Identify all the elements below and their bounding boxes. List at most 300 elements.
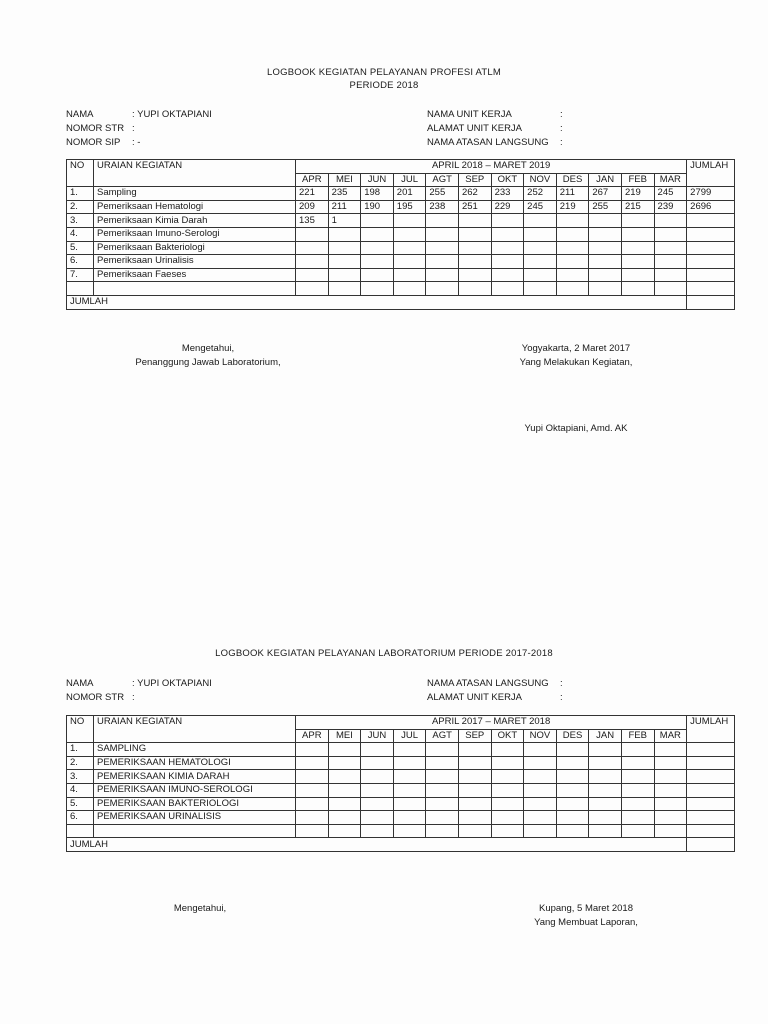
month-value-cell	[328, 241, 361, 255]
month-value-cell	[393, 743, 426, 757]
footer-total-value	[687, 838, 735, 852]
month-value-cell	[393, 783, 426, 797]
month-value-cell	[621, 214, 654, 228]
row-number: 7.	[67, 268, 94, 282]
month-value-cell	[621, 227, 654, 241]
month-value-cell	[621, 797, 654, 811]
month-value-cell: 235	[328, 187, 361, 201]
row-activity: Pemeriksaan Urinalisis	[94, 255, 296, 269]
month-value-cell	[524, 824, 557, 838]
row-activity: Pemeriksaan Kimia Darah	[94, 214, 296, 228]
row-number: 2.	[67, 200, 94, 214]
month-value-cell	[491, 756, 524, 770]
month-value-cell	[426, 268, 459, 282]
month-value-cell	[426, 824, 459, 838]
month-header: JUL	[393, 173, 426, 187]
month-value-cell	[556, 255, 589, 269]
table-row	[67, 255, 735, 269]
month-value-cell	[589, 811, 622, 825]
month-value-cell	[621, 282, 654, 296]
month-value-cell	[426, 214, 459, 228]
month-value-cell	[589, 282, 622, 296]
month-value-cell	[361, 756, 394, 770]
info-label: NOMOR STR	[66, 692, 125, 703]
row-activity: Pemeriksaan Hematologi	[94, 200, 296, 214]
month-value-cell	[589, 743, 622, 757]
info-row-str	[66, 691, 212, 705]
table-row	[67, 200, 735, 214]
sign-left-line: Mengetahui,	[181, 343, 235, 354]
month-value-cell	[458, 770, 491, 784]
info-value: :	[560, 109, 563, 120]
row-activity: PEMERIKSAAN BAKTERIOLOGI	[94, 797, 296, 811]
row-total: 2799	[687, 187, 735, 201]
month-value-cell	[491, 743, 524, 757]
month-value-cell	[556, 770, 589, 784]
info-label: NOMOR STR	[66, 123, 125, 134]
month-value-cell	[491, 783, 524, 797]
month-value-cell	[426, 756, 459, 770]
month-value-cell	[654, 770, 687, 784]
month-value-cell	[556, 214, 589, 228]
month-value-cell	[491, 797, 524, 811]
identity-info	[0, 677, 768, 705]
row-number: 6.	[67, 811, 94, 825]
month-value-cell: 233	[491, 187, 524, 201]
info-label: NAMA UNIT KERJA	[427, 109, 512, 120]
month-value-cell	[393, 797, 426, 811]
table-row	[67, 743, 735, 757]
month-value-cell	[458, 811, 491, 825]
month-value-cell	[524, 811, 557, 825]
footer-total-label: JUMLAH	[67, 295, 687, 309]
month-value-cell	[426, 783, 459, 797]
month-value-cell: 221	[296, 187, 329, 201]
month-header: SEP	[458, 173, 491, 187]
row-activity: Pemeriksaan Imuno-Serologi	[94, 227, 296, 241]
row-total	[687, 743, 735, 757]
month-value-cell: 215	[621, 200, 654, 214]
month-value-cell	[524, 770, 557, 784]
sign-left-line: Mengetahui,	[173, 903, 227, 914]
month-value-cell	[426, 227, 459, 241]
month-value-cell	[524, 214, 557, 228]
month-value-cell	[654, 214, 687, 228]
month-value-cell	[556, 797, 589, 811]
month-value-cell	[556, 241, 589, 255]
month-value-cell	[296, 770, 329, 784]
month-value-cell	[393, 255, 426, 269]
month-value-cell	[621, 241, 654, 255]
info-value: :	[560, 692, 563, 703]
month-value-cell	[393, 282, 426, 296]
month-value-cell: 255	[426, 187, 459, 201]
month-value-cell: 201	[393, 187, 426, 201]
month-value-cell	[654, 756, 687, 770]
month-value-cell: 255	[589, 200, 622, 214]
month-value-cell	[426, 770, 459, 784]
month-header: APR	[296, 173, 329, 187]
month-value-cell	[361, 268, 394, 282]
month-value-cell	[328, 282, 361, 296]
sign-right-line: Yang Melakukan Kegiatan,	[519, 357, 633, 368]
month-header: DES	[556, 173, 589, 187]
month-value-cell: 245	[524, 200, 557, 214]
info-value: : -	[132, 137, 141, 148]
month-value-cell: 219	[556, 200, 589, 214]
signature-left	[140, 902, 260, 916]
month-header: JUN	[361, 729, 394, 743]
month-value-cell	[296, 241, 329, 255]
month-value-cell	[491, 770, 524, 784]
month-value-cell	[328, 227, 361, 241]
header-period: APRIL 2018 – MARET 2019	[296, 160, 687, 174]
month-header: MAR	[654, 729, 687, 743]
month-header: MAR	[654, 173, 687, 187]
month-value-cell	[296, 227, 329, 241]
month-value-cell: 267	[589, 187, 622, 201]
header-period: APRIL 2017 – MARET 2018	[296, 716, 687, 730]
month-header: MEI	[328, 173, 361, 187]
month-value-cell: 190	[361, 200, 394, 214]
signature-left	[110, 342, 306, 370]
month-value-cell	[361, 811, 394, 825]
row-total	[687, 214, 735, 228]
info-value: : YUPI OKTAPIANI	[132, 109, 212, 120]
info-label: NAMA ATASAN LANGSUNG	[427, 678, 549, 689]
month-value-cell	[296, 268, 329, 282]
info-row-alamat	[427, 691, 563, 705]
month-value-cell: 239	[654, 200, 687, 214]
info-row-alamat	[427, 122, 563, 136]
sign-place-date: Yogyakarta, 2 Maret 2017	[521, 343, 631, 354]
table-row	[67, 756, 735, 770]
month-value-cell	[393, 756, 426, 770]
info-row-str	[66, 122, 212, 136]
month-value-cell	[361, 783, 394, 797]
month-value-cell	[589, 783, 622, 797]
info-row-nama	[66, 108, 212, 122]
month-value-cell	[524, 227, 557, 241]
month-value-cell	[361, 214, 394, 228]
month-value-cell: 198	[361, 187, 394, 201]
row-total	[687, 756, 735, 770]
table-footer-row	[67, 838, 735, 852]
month-value-cell	[491, 227, 524, 241]
info-label: NOMOR SIP	[66, 137, 121, 148]
identity-left	[66, 677, 212, 705]
info-label: NAMA	[66, 109, 94, 120]
identity-right	[427, 108, 563, 150]
month-value-cell	[621, 268, 654, 282]
month-value-cell	[328, 797, 361, 811]
month-value-cell	[296, 743, 329, 757]
row-activity: PEMERIKSAAN HEMATOLOGI	[94, 756, 296, 770]
activity-table	[66, 159, 735, 310]
month-value-cell: 251	[458, 200, 491, 214]
month-value-cell	[328, 783, 361, 797]
table-row	[67, 282, 735, 296]
row-activity	[94, 282, 296, 296]
info-value: :	[560, 137, 563, 148]
row-total	[687, 811, 735, 825]
month-header: OKT	[491, 729, 524, 743]
month-value-cell	[556, 756, 589, 770]
month-value-cell	[621, 811, 654, 825]
month-header: FEB	[621, 173, 654, 187]
month-value-cell	[556, 743, 589, 757]
row-activity: Pemeriksaan Bakteriologi	[94, 241, 296, 255]
month-value-cell	[524, 783, 557, 797]
month-value-cell	[589, 797, 622, 811]
month-value-cell: 211	[556, 187, 589, 201]
month-value-cell	[361, 797, 394, 811]
month-value-cell	[361, 282, 394, 296]
month-header: OKT	[491, 173, 524, 187]
month-value-cell	[328, 743, 361, 757]
month-value-cell	[556, 811, 589, 825]
row-total	[687, 241, 735, 255]
month-value-cell	[328, 268, 361, 282]
info-row-atasan	[427, 677, 563, 691]
month-value-cell: 262	[458, 187, 491, 201]
month-value-cell	[458, 797, 491, 811]
month-value-cell	[491, 282, 524, 296]
month-value-cell	[589, 241, 622, 255]
month-header: NOV	[524, 173, 557, 187]
month-value-cell	[361, 255, 394, 269]
identity-right	[427, 677, 563, 705]
info-value: :	[132, 692, 135, 703]
row-number: 1.	[67, 743, 94, 757]
sign-left-line: Penanggung Jawab Laboratorium,	[135, 357, 281, 368]
header-activity: URAIAN KEGIATAN	[94, 160, 296, 187]
info-value: : YUPI OKTAPIANI	[132, 678, 212, 689]
month-value-cell	[589, 214, 622, 228]
row-number: 6.	[67, 255, 94, 269]
month-value-cell	[654, 241, 687, 255]
month-header: MEI	[328, 729, 361, 743]
month-value-cell	[393, 824, 426, 838]
month-header: DES	[556, 729, 589, 743]
month-value-cell	[328, 824, 361, 838]
table-row	[67, 770, 735, 784]
month-value-cell	[393, 811, 426, 825]
month-value-cell	[393, 770, 426, 784]
footer-total-value	[687, 295, 735, 309]
month-value-cell	[654, 824, 687, 838]
month-value-cell	[458, 214, 491, 228]
info-value: :	[560, 123, 563, 134]
row-number: 4.	[67, 783, 94, 797]
info-row-atasan	[427, 136, 563, 150]
row-activity: PEMERIKSAAN IMUNO-SEROLOGI	[94, 783, 296, 797]
month-value-cell	[589, 824, 622, 838]
month-value-cell	[296, 756, 329, 770]
info-label: NAMA ATASAN LANGSUNG	[427, 137, 549, 148]
table-header-row	[67, 160, 735, 174]
table-row	[67, 783, 735, 797]
table-row	[67, 241, 735, 255]
month-value-cell	[328, 255, 361, 269]
row-total	[687, 282, 735, 296]
month-value-cell	[458, 756, 491, 770]
month-value-cell	[393, 241, 426, 255]
month-value-cell	[361, 227, 394, 241]
table-row	[67, 811, 735, 825]
footer-total-label: JUMLAH	[67, 838, 687, 852]
month-value-cell: 252	[524, 187, 557, 201]
month-value-cell	[491, 811, 524, 825]
month-value-cell	[458, 268, 491, 282]
header-total: JUMLAH	[687, 160, 735, 187]
month-value-cell	[296, 255, 329, 269]
row-activity	[94, 824, 296, 838]
month-value-cell	[328, 811, 361, 825]
month-value-cell: 245	[654, 187, 687, 201]
month-value-cell	[524, 282, 557, 296]
month-value-cell	[458, 282, 491, 296]
month-value-cell	[491, 214, 524, 228]
month-value-cell	[426, 241, 459, 255]
info-label: ALAMAT UNIT KERJA	[427, 123, 523, 134]
month-value-cell	[296, 811, 329, 825]
month-value-cell	[556, 824, 589, 838]
month-value-cell	[654, 227, 687, 241]
row-activity: Sampling	[94, 187, 296, 201]
month-value-cell	[621, 824, 654, 838]
table-row	[67, 824, 735, 838]
info-label: ALAMAT UNIT KERJA	[427, 692, 523, 703]
month-value-cell	[491, 241, 524, 255]
row-activity: Pemeriksaan Faeses	[94, 268, 296, 282]
month-value-cell	[556, 268, 589, 282]
info-row-sip	[66, 136, 212, 150]
row-number: 1.	[67, 187, 94, 201]
month-value-cell	[296, 824, 329, 838]
table-row	[67, 268, 735, 282]
month-value-cell	[589, 268, 622, 282]
header-activity: URAIAN KEGIATAN	[94, 716, 296, 743]
month-value-cell	[654, 811, 687, 825]
month-value-cell	[296, 282, 329, 296]
header-total: JUMLAH	[687, 716, 735, 743]
month-header: JUL	[393, 729, 426, 743]
month-value-cell	[393, 268, 426, 282]
month-value-cell	[426, 282, 459, 296]
signature-right	[476, 342, 676, 370]
month-value-cell: 219	[621, 187, 654, 201]
month-value-cell	[589, 756, 622, 770]
row-number	[67, 824, 94, 838]
row-total	[687, 783, 735, 797]
row-total	[687, 770, 735, 784]
month-value-cell	[361, 770, 394, 784]
month-value-cell	[654, 743, 687, 757]
month-header: JAN	[589, 173, 622, 187]
row-total	[687, 227, 735, 241]
month-value-cell	[621, 255, 654, 269]
month-value-cell	[621, 743, 654, 757]
month-value-cell	[458, 743, 491, 757]
month-value-cell	[426, 743, 459, 757]
month-value-cell	[426, 255, 459, 269]
row-total	[687, 255, 735, 269]
month-value-cell	[458, 227, 491, 241]
row-total	[687, 797, 735, 811]
table-footer-row	[67, 295, 735, 309]
table-header-row	[67, 716, 735, 730]
month-value-cell	[621, 783, 654, 797]
identity-info	[0, 108, 768, 150]
info-value: :	[560, 678, 563, 689]
month-value-cell	[296, 797, 329, 811]
month-value-cell	[621, 770, 654, 784]
row-number: 2.	[67, 756, 94, 770]
month-value-cell	[491, 268, 524, 282]
month-header: FEB	[621, 729, 654, 743]
month-value-cell	[393, 214, 426, 228]
logbook-section-2	[0, 647, 768, 928]
header-no: NO	[67, 716, 94, 743]
month-value-cell	[524, 756, 557, 770]
sign-right-line: Yang Membuat Laporan,	[534, 917, 638, 928]
month-value-cell	[654, 268, 687, 282]
activity-table	[66, 715, 735, 852]
month-value-cell	[328, 756, 361, 770]
month-value-cell	[524, 797, 557, 811]
month-value-cell	[524, 743, 557, 757]
month-value-cell	[458, 255, 491, 269]
table-row	[67, 227, 735, 241]
month-value-cell	[524, 255, 557, 269]
info-value: :	[132, 123, 135, 134]
month-value-cell	[556, 783, 589, 797]
row-total: 2696	[687, 200, 735, 214]
row-activity: SAMPLING	[94, 743, 296, 757]
month-value-cell	[361, 241, 394, 255]
month-value-cell	[589, 255, 622, 269]
table-row	[67, 214, 735, 228]
row-total	[687, 268, 735, 282]
row-number: 4.	[67, 227, 94, 241]
row-number: 3.	[67, 214, 94, 228]
month-value-cell: 229	[491, 200, 524, 214]
month-value-cell	[458, 783, 491, 797]
info-label: NAMA	[66, 678, 94, 689]
table-row	[67, 187, 735, 201]
logbook-section-1	[0, 66, 768, 434]
month-value-cell	[458, 824, 491, 838]
month-value-cell	[458, 241, 491, 255]
row-activity: PEMERIKSAAN KIMIA DARAH	[94, 770, 296, 784]
row-number: 5.	[67, 797, 94, 811]
month-header: JAN	[589, 729, 622, 743]
month-value-cell	[524, 241, 557, 255]
month-value-cell	[556, 282, 589, 296]
month-header: APR	[296, 729, 329, 743]
month-value-cell	[361, 824, 394, 838]
sign-place-date: Kupang, 5 Maret 2018	[538, 903, 633, 914]
month-value-cell	[654, 255, 687, 269]
month-header: AGT	[426, 173, 459, 187]
logbook-title: LOGBOOK KEGIATAN PELAYANAN LABORATORIUM PERIODE 2017-2018	[215, 648, 553, 659]
info-row-nama	[66, 677, 212, 691]
month-value-cell	[393, 227, 426, 241]
table-row	[67, 797, 735, 811]
month-value-cell	[426, 797, 459, 811]
month-value-cell	[296, 783, 329, 797]
